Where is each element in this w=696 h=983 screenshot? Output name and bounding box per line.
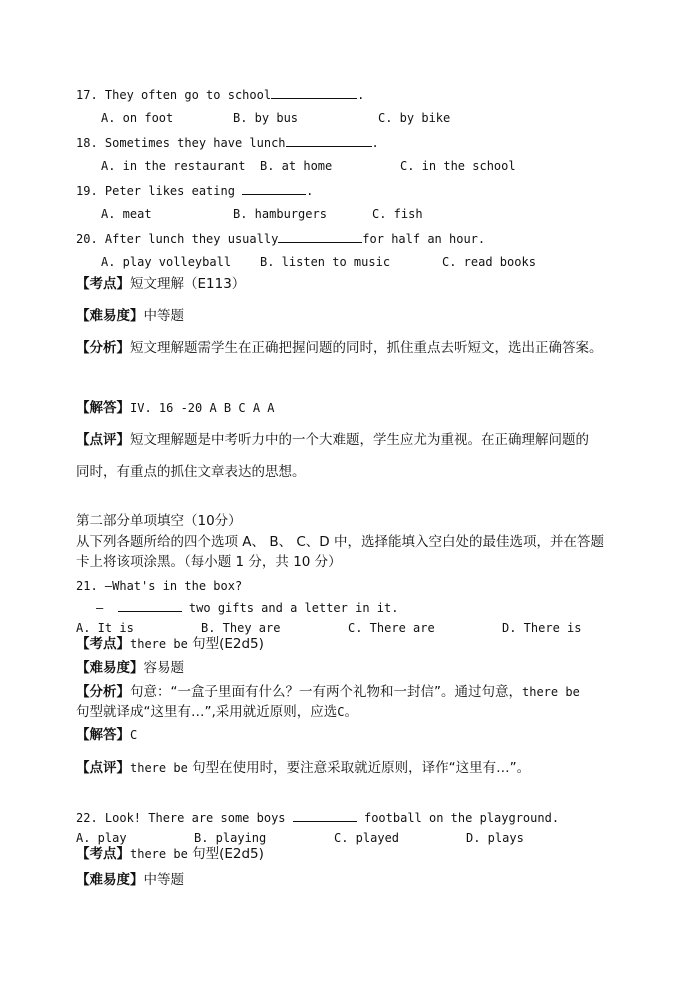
question-20-option-c: C. read books — [442, 255, 536, 269]
question-19-stem — [76, 184, 313, 197]
question-17-option-a: A. on foot — [101, 111, 174, 125]
question-21-option-a: A. It is — [76, 621, 134, 635]
q21-kaodian-line — [76, 638, 264, 652]
label-kaodian: 【考点】 — [76, 636, 130, 652]
jieda-text: IV. 16 -20 A B C A A — [130, 401, 275, 415]
question-18-option-c: C. in the school — [400, 159, 516, 173]
kaodian-en: there be — [130, 637, 188, 651]
answer-blank — [293, 811, 357, 822]
answer-blank — [242, 184, 306, 195]
question-22-option-a: A. play — [76, 831, 127, 845]
kaodian-text: 短文理解（E113） — [130, 276, 246, 292]
question-18-option-b: B. at home — [260, 159, 333, 173]
question-20-option-a: A. play volleyball — [101, 255, 232, 269]
answer-blank — [118, 601, 182, 612]
question-19-option-c: C. fish — [372, 207, 423, 221]
label-dianping: 【点评】 — [76, 760, 130, 776]
question-text: . — [357, 88, 365, 102]
q21-dianping-line — [76, 762, 530, 776]
label-kaodian: 【考点】 — [76, 846, 130, 862]
section-title: 第二部分单项填空（10分） — [76, 513, 242, 529]
dianping-en: there be — [130, 761, 188, 775]
kaodian-text: 句型(E2d5) — [192, 636, 264, 652]
question-18-option-a: A. in the restaurant — [101, 159, 246, 173]
label-nandu: 【难易度】 — [76, 872, 144, 888]
label-dianping: 【点评】 — [76, 432, 130, 448]
q21-fenxi-line — [76, 686, 580, 700]
nandu-text: 容易题 — [143, 660, 184, 676]
dash: — — [96, 601, 104, 615]
fenxi-text: 句型就译成“这里有…”,采用就近原则，应选 — [76, 704, 338, 720]
question-text: 17. They often go to school — [76, 88, 272, 102]
label-fenxi: 【分析】 — [76, 340, 130, 356]
fenxi-en: there be — [522, 685, 580, 699]
answer-blank — [286, 136, 372, 147]
question-21-answer-line — [96, 601, 398, 614]
question-text: 22. Look! There are some boys — [76, 811, 286, 825]
nandu-text: 中等题 — [143, 308, 184, 324]
fenxi-text: 。 — [344, 704, 359, 720]
question-18-stem — [76, 136, 379, 149]
dianping-text: 短文理解题是中考听力中的一个大难题，学生应尤为重视。在正确理解问题的 — [130, 432, 589, 448]
question-text: football on the playground. — [363, 811, 560, 825]
question-21-option-b: B. They are — [201, 621, 281, 635]
question-text: for half an hour. — [362, 232, 486, 246]
question-text: . — [306, 184, 314, 198]
q21-jieda-line — [76, 729, 137, 743]
fenxi-text: 句意：“一盒子里面有什么？一有两个礼物和一封信”。通过句意， — [130, 684, 522, 700]
jieda-text: C — [130, 728, 138, 742]
question-22-option-c: C. played — [334, 831, 400, 845]
question-20-stem — [76, 232, 485, 245]
q21-nandu-line — [76, 662, 184, 676]
question-17-option-b: B. by bus — [233, 111, 299, 125]
jieda-line — [76, 402, 275, 416]
question-22-option-b: B. playing — [194, 831, 267, 845]
instructions-line-2: 卡上将该项涂黑。（每小题 1 分，共 10 分） — [76, 554, 342, 570]
fenxi-answer-letter: C — [337, 705, 345, 719]
q21-fenxi-line-2 — [76, 706, 358, 720]
question-21-stem: 21. —What's in the box? — [76, 579, 243, 593]
kaodian-en: there be — [130, 847, 188, 861]
answer-blank — [278, 232, 362, 243]
label-jieda: 【解答】 — [76, 400, 130, 416]
dianping-line — [76, 434, 589, 448]
label-nandu: 【难易度】 — [76, 660, 144, 676]
dianping-line-2: 同时，有重点的抓住文章表达的思想。 — [76, 464, 306, 480]
question-21-option-c: C. There are — [348, 621, 435, 635]
question-17-stem — [76, 88, 364, 101]
label-kaodian: 【考点】 — [76, 276, 130, 292]
q22-kaodian-line — [76, 848, 264, 862]
fenxi-text: 短文理解题需学生在正确把握问题的同时，抓住重点去听短文，选出正确答案。 — [130, 340, 603, 356]
question-text: 19. Peter likes eating — [76, 184, 243, 198]
label-jieda: 【解答】 — [76, 727, 130, 743]
question-19-option-a: A. meat — [101, 207, 152, 221]
label-fenxi: 【分析】 — [76, 684, 130, 700]
question-17-option-c: C. by bike — [378, 111, 451, 125]
kaodian-line — [76, 278, 245, 292]
q22-nandu-line — [76, 874, 184, 888]
fenxi-line — [76, 342, 603, 356]
question-text: 20. After lunch they usually — [76, 232, 279, 246]
dianping-text: 句型在使用时，要注意采取就近原则，译作“这里有…”。 — [192, 760, 531, 776]
kaodian-text: 句型(E2d5) — [192, 846, 264, 862]
question-19-option-b: B. hamburgers — [233, 207, 327, 221]
nandu-text: 中等题 — [143, 872, 184, 888]
question-text: . — [371, 136, 379, 150]
question-22-stem — [76, 811, 559, 824]
question-text: two gifts and a letter in it. — [188, 601, 399, 615]
question-21-option-d: D. There is — [502, 621, 582, 635]
question-22-option-d: D. plays — [466, 831, 524, 845]
instructions-line-1: 从下列各题所给的四个选项 A、 B、 C、D 中，选择能填入空白处的最佳选项，并在答题 — [76, 534, 604, 550]
label-nandu: 【难易度】 — [76, 308, 144, 324]
answer-blank — [271, 88, 357, 99]
question-20-option-b: B. listen to music — [260, 255, 391, 269]
nandu-line — [76, 310, 184, 324]
question-text: 18. Sometimes they have lunch — [76, 136, 286, 150]
